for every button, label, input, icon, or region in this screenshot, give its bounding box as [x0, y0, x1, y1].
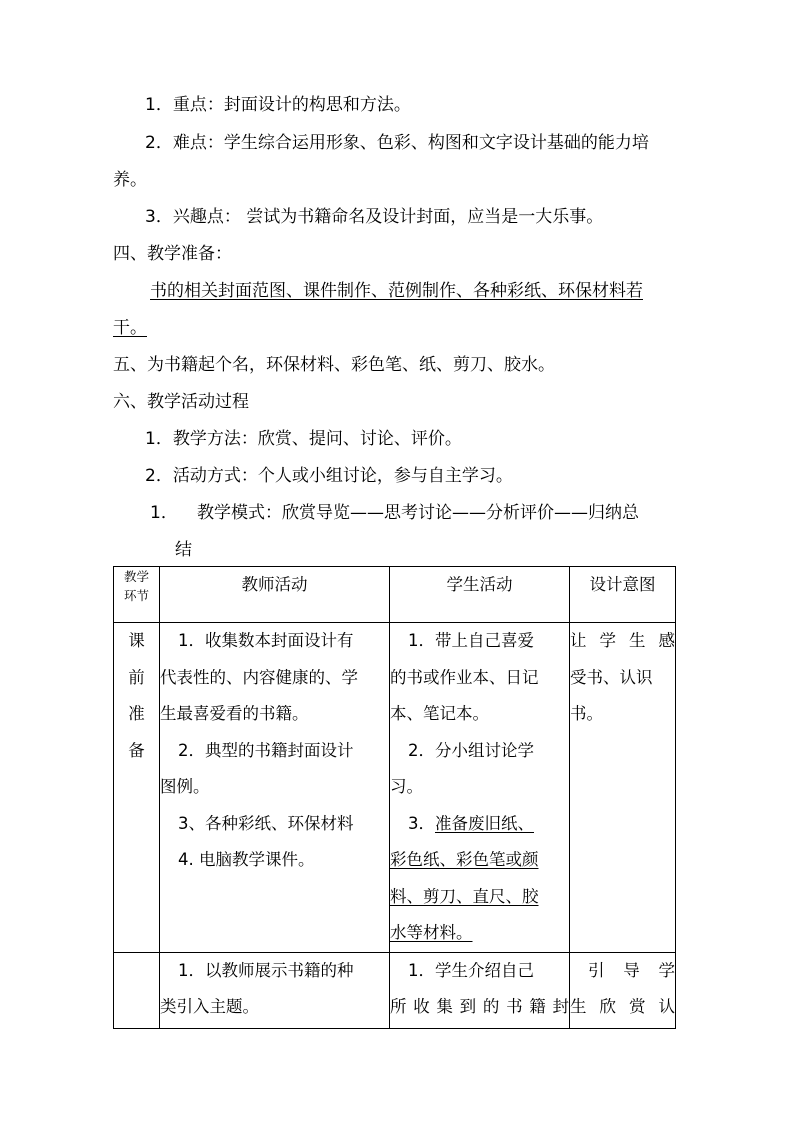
cell-line: 1．带上自己喜爱 [408, 631, 534, 650]
teaching-model-number: 1． [150, 503, 178, 523]
interest-text: 3．兴趣点： 尝试为书籍命名及设计封面，应当是一大乐事。 [145, 207, 604, 227]
header-stage-line2: 环节 [123, 588, 149, 603]
header-stage [114, 567, 160, 623]
cell-line: 料、剪刀、直尺、胶 [390, 886, 539, 906]
cell-line: 1．学生介绍自己 [408, 960, 534, 980]
cell-line: 4. 电脑教学课件。 [178, 850, 315, 869]
stage-cell-empty [114, 952, 160, 1028]
student-activity-cell [390, 952, 570, 1028]
cell-line: 2．分小组讨论学 [408, 740, 534, 760]
teacher-activity-cell [160, 952, 390, 1028]
cell-line: 所收集到的书籍封 [390, 997, 569, 1016]
cell-line: 的书或作业本、日记 [390, 667, 539, 687]
cell-line: 1．以教师展示书籍的种 [178, 960, 354, 980]
cell-line: 生最喜爱看的书籍。 [160, 704, 309, 723]
cell-line: 生欣赏认 [570, 997, 675, 1016]
underlined-materials: 准备废旧纸、 [435, 813, 534, 833]
cell-line: 类引入主题。 [160, 997, 259, 1016]
cell-line: 3、各种彩纸、环保材料 [178, 813, 354, 833]
stage-char: 前 [128, 667, 145, 687]
teaching-model-text: 教学模式：欣赏导览——思考讨论——分析评价——归纳总 [197, 503, 639, 523]
cell-line: 习。 [390, 777, 423, 796]
teaching-model-text-cont: 结 [175, 540, 192, 560]
cell-line: 2．典型的书籍封面设计 [178, 740, 354, 760]
section-5-text: 五、为书籍起个名，环保材料、彩色笔、纸、剪刀、胶水。 [113, 355, 555, 375]
design-intent-cell [570, 623, 676, 953]
difficulty-text: 2．难点：学生综合运用形象、色彩、构图和文字设计基础的能力培 [145, 133, 649, 153]
cell-line: 1．收集数本封面设计有 [178, 631, 354, 650]
table-row [114, 952, 676, 1028]
cell-line: 书。 [570, 704, 603, 723]
cell-line-number: 3． [408, 813, 435, 833]
cell-line: 图例。 [160, 777, 210, 796]
cell-line: 让学生感 [570, 631, 675, 650]
cell-line: 彩色纸、彩色笔或颜 [390, 850, 539, 869]
table-header-row [114, 567, 676, 623]
section-6-heading: 六、教学活动过程 [113, 392, 249, 412]
prep-materials-text-cont: 干。 [113, 318, 147, 338]
teaching-method-text: 1．教学方法：欣赏、提问、讨论、评价。 [145, 429, 462, 449]
design-intent-cell [570, 952, 676, 1028]
key-point-text: 1．重点：封面设计的构思和方法。 [145, 95, 411, 115]
teacher-activity-cell [160, 623, 390, 953]
lesson-plan-table [113, 566, 676, 1029]
header-stage-line1: 教学 [123, 569, 149, 584]
table-row [114, 623, 676, 953]
stage-cell-pre-class [114, 623, 160, 953]
prep-materials-text: 书的相关封面范图、课件制作、范例制作、各种彩纸、环保材料若 [150, 281, 643, 301]
cell-line: 水等材料。 [390, 923, 473, 942]
cell-line: 本、笔记本。 [390, 704, 489, 723]
student-activity-cell [390, 623, 570, 953]
cell-line: 受书、认识 [570, 667, 653, 687]
stage-char: 备 [128, 740, 145, 760]
stage-char: 准 [128, 704, 145, 723]
header-teacher-activity: 教师活动 [160, 567, 390, 623]
section-4-heading: 四、教学准备： [113, 244, 232, 264]
cell-line: 代表性的、内容健康的、学 [160, 667, 358, 687]
cell-line [390, 806, 569, 843]
activity-mode-text: 2．活动方式：个人或小组讨论，参与自主学习。 [145, 466, 513, 486]
cell-line: 引导学 [588, 960, 675, 980]
header-design-intent: 设计意图 [570, 567, 676, 623]
stage-char: 课 [128, 631, 145, 650]
difficulty-text-cont: 养。 [113, 170, 147, 190]
header-student-activity: 学生活动 [390, 567, 570, 623]
